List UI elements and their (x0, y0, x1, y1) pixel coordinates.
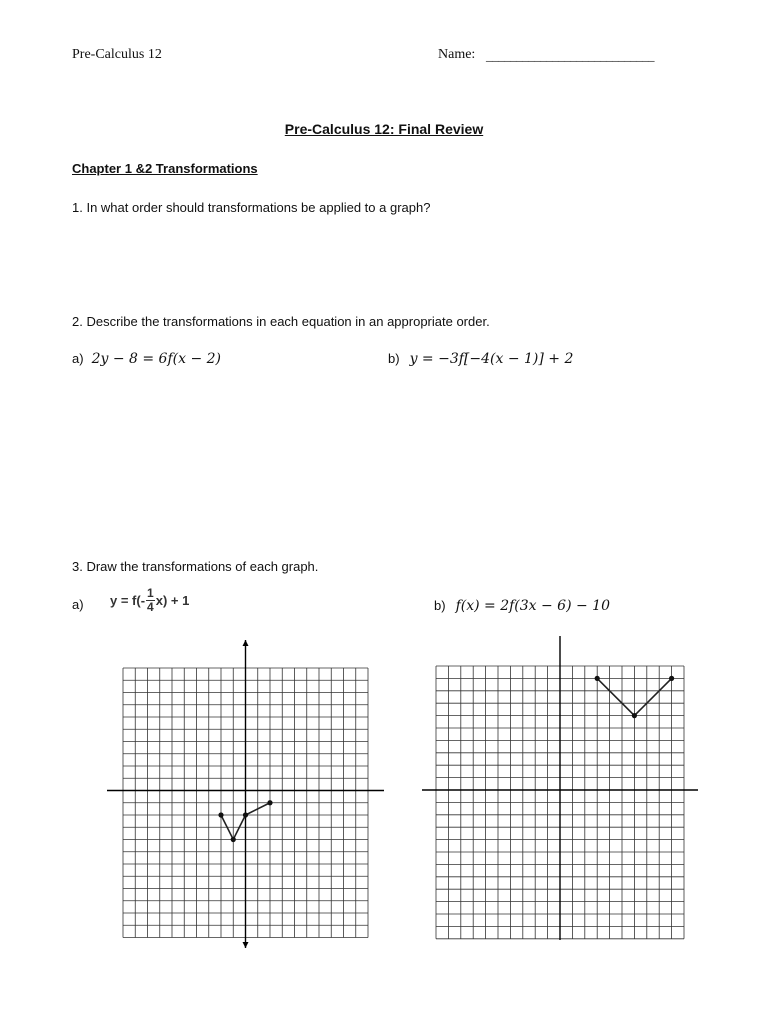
question-2-text: 2. Describe the transformations in each equation in an appropriate order. (72, 314, 490, 329)
question-2b (388, 350, 573, 368)
question-1-text: 1. In what order should transformations be applied to a graph? (72, 200, 431, 215)
question-3-text: 3. Draw the transformations of each graph. (72, 559, 319, 574)
page-title: Pre-Calculus 12: Final Review (284, 121, 484, 137)
question-3a-equation (110, 587, 189, 614)
question-2b-equation: y = −3f[−4(x − 1)] + 2 (409, 351, 574, 367)
question-3b-label: b) (434, 598, 446, 613)
function-point (669, 676, 674, 681)
question-2a (72, 350, 221, 368)
question-3a-fraction-numerator: 1 (147, 586, 154, 600)
question-3a-label: a) (72, 597, 84, 612)
name-blank-line: ____________________________ (486, 48, 654, 63)
function-point (632, 713, 637, 718)
question-2a-equation: 2y − 8 = 6f(x − 2) (91, 351, 221, 367)
question-3b (434, 597, 610, 615)
graph-b (420, 634, 700, 944)
y-axis-arrow-down (243, 942, 249, 948)
section-heading: Chapter 1 &2 Transformations (72, 161, 258, 176)
name-label: Name: (438, 47, 476, 62)
graph-a (105, 636, 385, 956)
question-3a-fraction (146, 587, 155, 614)
question-2b-label: b) (388, 351, 400, 366)
question-3a-equation-prefix: y = f(- (110, 593, 146, 608)
course-header: Pre-Calculus 12 (72, 47, 162, 62)
question-3a-equation-suffix: x) + 1 (155, 593, 190, 608)
function-point (231, 837, 236, 842)
function-point (218, 812, 223, 817)
function-point (595, 676, 600, 681)
y-axis-arrow-up (243, 640, 249, 646)
question-3a-fraction-denominator: 4 (147, 600, 154, 614)
function-point (243, 812, 248, 817)
function-point (267, 800, 272, 805)
question-3b-equation: f(x) = 2f(3x − 6) − 10 (455, 598, 610, 614)
question-2a-label: a) (72, 351, 84, 366)
